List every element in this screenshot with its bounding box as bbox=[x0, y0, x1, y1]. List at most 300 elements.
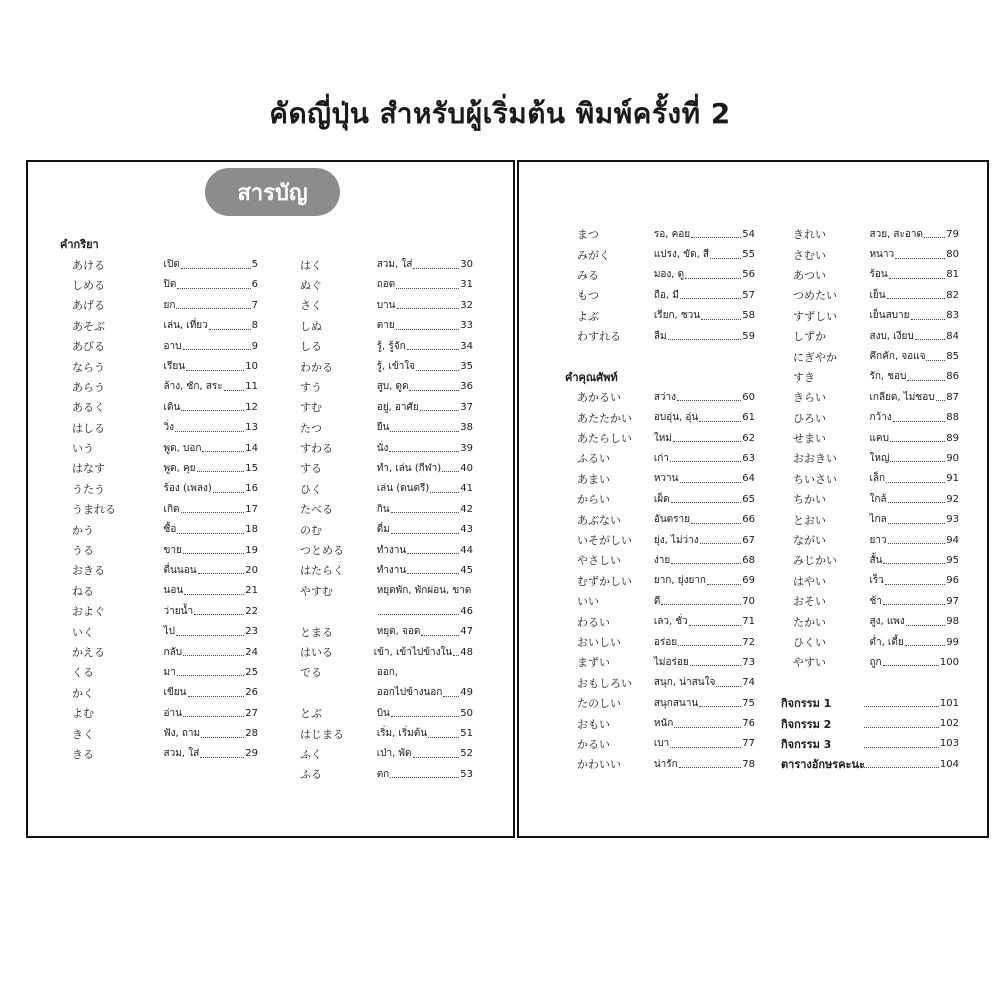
toc-entry bbox=[781, 550, 959, 570]
entry-page-number: 55 bbox=[742, 249, 755, 261]
toc-column-left-1 bbox=[60, 234, 258, 764]
dot-leader bbox=[198, 566, 245, 574]
entry-term: กิจกรรม 1 bbox=[781, 697, 832, 711]
entry-meaning: ทำ, เล่น (กีฬา) bbox=[376, 462, 442, 474]
entry-term: あかるい bbox=[577, 391, 621, 405]
dot-leader bbox=[670, 454, 741, 462]
entry-page-number: 37 bbox=[460, 401, 473, 413]
toc-entry bbox=[60, 703, 258, 723]
entry-term: しる bbox=[300, 340, 322, 354]
entry-page-number: 98 bbox=[946, 616, 959, 628]
entry-meaning: ทำงาน bbox=[376, 544, 407, 556]
entry-meaning: อยู่, อาศัย bbox=[376, 401, 419, 413]
entry-meaning: นั่ง bbox=[376, 442, 389, 454]
entry-definition bbox=[164, 277, 258, 292]
entry-page-number: 74 bbox=[742, 677, 755, 689]
entry-meaning: ต่ำ, เตี้ย bbox=[869, 636, 904, 648]
dot-leader bbox=[864, 740, 939, 748]
dot-leader bbox=[201, 730, 244, 738]
entry-definition bbox=[654, 471, 755, 486]
entry-meaning: สงบ, เงียบ bbox=[869, 330, 914, 342]
entry-definition bbox=[869, 369, 959, 384]
entry-page-number: 71 bbox=[742, 616, 755, 628]
toc-entry bbox=[288, 295, 473, 315]
entry-page-number: 65 bbox=[742, 493, 755, 505]
entry-definition bbox=[377, 624, 473, 639]
entry-meaning: ร้อง (เพลง) bbox=[163, 483, 212, 495]
entry-meaning: น่ารัก bbox=[653, 758, 678, 770]
entry-page-number: 16 bbox=[245, 483, 258, 495]
entry-term: すむ bbox=[300, 401, 322, 415]
entry-definition bbox=[164, 339, 258, 354]
entry-page-number: 5 bbox=[251, 259, 258, 271]
entry-meaning: ไม่อร่อย bbox=[653, 656, 689, 668]
entry-definition bbox=[654, 227, 755, 242]
entry-definition bbox=[377, 420, 473, 435]
entry-definition bbox=[654, 308, 755, 323]
dot-leader bbox=[397, 301, 460, 309]
entry-definition bbox=[869, 227, 959, 242]
dot-leader bbox=[890, 454, 945, 462]
entry-meaning: บิน bbox=[376, 707, 390, 719]
dot-leader bbox=[413, 750, 460, 758]
entry-term: かるい bbox=[577, 737, 610, 751]
toc-entry bbox=[565, 550, 755, 570]
toc-entry bbox=[565, 326, 755, 346]
dot-leader bbox=[707, 577, 741, 585]
entry-page-number: 22 bbox=[245, 605, 258, 617]
entry-meaning: ใกล้ bbox=[869, 493, 887, 505]
entry-definition bbox=[377, 767, 473, 782]
entry-meaning: เล่น (ดนตรี) bbox=[376, 483, 430, 495]
entry-definition bbox=[164, 481, 258, 496]
toc-entry bbox=[60, 295, 258, 315]
dot-leader bbox=[391, 526, 459, 534]
entry-definition bbox=[164, 461, 258, 476]
entry-page-number: 47 bbox=[460, 626, 473, 638]
entry-definition bbox=[654, 655, 755, 670]
entry-term: くる bbox=[72, 666, 94, 680]
toc-entry bbox=[288, 479, 473, 499]
dot-leader bbox=[430, 485, 459, 493]
dot-leader bbox=[700, 536, 742, 544]
entry-term: みがく bbox=[577, 248, 610, 262]
entry-page-number: 18 bbox=[245, 524, 258, 536]
toc-entry bbox=[60, 723, 258, 743]
dot-leader bbox=[453, 648, 459, 656]
toc-entry bbox=[565, 509, 755, 529]
entry-meaning: สวม, ใส่ bbox=[376, 259, 413, 271]
entry-meaning: เย็นสบาย bbox=[869, 310, 910, 322]
entry-term: ひく bbox=[300, 482, 322, 496]
dot-leader bbox=[176, 301, 250, 309]
entry-term: あるく bbox=[72, 401, 105, 415]
entry-meaning: เกลียด, ไม่ชอบ bbox=[869, 391, 935, 403]
dot-leader bbox=[177, 668, 245, 676]
toc-entry bbox=[288, 621, 473, 641]
entry-meaning: ตาย bbox=[376, 320, 395, 332]
dot-leader bbox=[420, 403, 460, 411]
entry-term: すわる bbox=[300, 442, 333, 456]
entry-term: せまい bbox=[793, 432, 826, 446]
entry-definition bbox=[654, 451, 755, 466]
entry-meaning: อบอุ่น, อุ่น bbox=[653, 412, 699, 424]
entry-page-number: 32 bbox=[460, 299, 473, 311]
entry-definition bbox=[654, 635, 755, 650]
dot-leader bbox=[661, 597, 741, 605]
dot-leader bbox=[407, 342, 460, 350]
entry-term: やさしい bbox=[577, 554, 621, 568]
entry-definition bbox=[164, 706, 258, 721]
dot-leader bbox=[202, 444, 244, 452]
entry-definition bbox=[164, 665, 258, 680]
toc-page-right bbox=[517, 160, 989, 838]
toc-entry bbox=[565, 285, 755, 305]
entry-term: กิจกรรม 2 bbox=[781, 717, 832, 731]
dot-leader bbox=[673, 434, 741, 442]
toc-entry bbox=[565, 591, 755, 611]
dot-leader bbox=[175, 424, 244, 432]
entry-meaning: เริ่ม, เริ่มต้น bbox=[376, 728, 428, 740]
toc-entry bbox=[565, 693, 755, 713]
entry-term: あぶない bbox=[577, 513, 621, 527]
dot-leader bbox=[213, 485, 244, 493]
dot-leader bbox=[396, 322, 460, 330]
entry-meaning: หวาน bbox=[653, 473, 679, 485]
entry-meaning: รัก, ชอบ bbox=[869, 371, 907, 383]
dot-leader bbox=[710, 251, 741, 259]
toc-entry bbox=[565, 306, 755, 326]
toc-entry bbox=[288, 438, 473, 458]
entry-term: きらい bbox=[793, 391, 826, 405]
dot-leader bbox=[181, 403, 244, 411]
entry-meaning: อ่าน bbox=[163, 707, 183, 719]
entry-page-number: 61 bbox=[742, 412, 755, 424]
entry-page-number: 57 bbox=[742, 289, 755, 301]
toc-entry bbox=[288, 418, 473, 438]
entry-page-number: 26 bbox=[245, 687, 258, 699]
entry-page-number: 87 bbox=[946, 391, 959, 403]
entry-page-number: 94 bbox=[946, 534, 959, 546]
entry-term: わかる bbox=[300, 360, 333, 374]
entry-definition bbox=[654, 533, 755, 548]
toc-entry bbox=[565, 448, 755, 468]
dot-leader bbox=[677, 393, 741, 401]
entry-definition bbox=[377, 339, 473, 354]
toc-entry bbox=[565, 652, 755, 672]
entry-page-number: 69 bbox=[742, 575, 755, 587]
entry-page-number: 49 bbox=[460, 687, 473, 699]
entry-term: のむ bbox=[300, 523, 322, 537]
toc-entry bbox=[781, 734, 959, 754]
entry-meaning: อันตราย bbox=[653, 514, 691, 526]
entry-meaning: มา bbox=[163, 666, 176, 678]
entry-page-number: 44 bbox=[460, 544, 473, 556]
dot-leader bbox=[911, 312, 946, 320]
entry-definition bbox=[654, 288, 755, 303]
entry-definition bbox=[869, 533, 959, 548]
entry-definition bbox=[869, 431, 959, 446]
entry-term: きる bbox=[72, 747, 94, 761]
dot-leader bbox=[391, 505, 460, 513]
entry-page-number: 97 bbox=[946, 595, 959, 607]
entry-page-number: 59 bbox=[742, 330, 755, 342]
entry-definition bbox=[869, 594, 959, 609]
entry-meaning: ถอด bbox=[376, 279, 396, 291]
entry-page-number: 10 bbox=[245, 361, 258, 373]
entry-meaning: ร้อน bbox=[869, 269, 888, 281]
entry-page-number: 82 bbox=[946, 289, 959, 301]
entry-meaning: เกิด bbox=[163, 503, 180, 515]
toc-entry bbox=[781, 306, 959, 326]
entry-definition bbox=[164, 645, 258, 660]
entry-page-number: 14 bbox=[245, 442, 258, 454]
toc-entry bbox=[565, 571, 755, 591]
entry-term: する bbox=[300, 462, 322, 476]
entry-term: おもい bbox=[577, 717, 610, 731]
entry-term: うる bbox=[72, 544, 94, 558]
entry-term: つめたい bbox=[793, 289, 837, 303]
dot-leader bbox=[907, 373, 945, 381]
toc-entry bbox=[60, 234, 258, 254]
toc-entry bbox=[288, 560, 473, 580]
toc-entry bbox=[781, 571, 959, 591]
entry-term: むずかしい bbox=[577, 574, 632, 588]
dot-leader bbox=[890, 434, 945, 442]
dot-leader bbox=[905, 638, 946, 646]
toc-entry bbox=[565, 754, 755, 774]
entry-term: はく bbox=[300, 258, 322, 272]
toc-entry bbox=[60, 275, 258, 295]
entry-page-number: 42 bbox=[460, 503, 473, 515]
toc-entry bbox=[565, 469, 755, 489]
dot-leader bbox=[685, 271, 741, 279]
entry-term: おそい bbox=[793, 595, 826, 609]
toc-entry bbox=[60, 397, 258, 417]
entry-definition bbox=[377, 583, 473, 598]
entry-page-number: 96 bbox=[946, 575, 959, 587]
entry-meaning: กว้าง bbox=[869, 412, 892, 424]
entry-definition bbox=[869, 390, 959, 405]
entry-definition bbox=[377, 257, 473, 272]
entry-meaning: เรียน bbox=[163, 361, 186, 373]
entry-term: あつい bbox=[793, 268, 826, 282]
toc-entry bbox=[565, 530, 755, 550]
entry-term: とおい bbox=[793, 513, 826, 527]
entry-term: ตารางอักษรคะนะ bbox=[781, 758, 865, 772]
entry-page-number: 60 bbox=[742, 391, 755, 403]
entry-definition bbox=[377, 298, 473, 313]
entry-page-number: 17 bbox=[245, 503, 258, 515]
toc-entry bbox=[288, 764, 473, 784]
entry-page-number: 33 bbox=[460, 320, 473, 332]
entry-definition bbox=[164, 522, 258, 537]
toc-entry bbox=[781, 367, 959, 387]
entry-term: すき bbox=[793, 370, 815, 384]
dot-leader bbox=[679, 760, 742, 768]
section-heading: คำคุณศัพท์ bbox=[565, 370, 618, 384]
dot-leader bbox=[409, 383, 459, 391]
entry-definition bbox=[164, 257, 258, 272]
entry-definition bbox=[863, 698, 959, 709]
entry-page-number: 21 bbox=[245, 585, 258, 597]
toc-entry bbox=[288, 662, 473, 682]
entry-term: ふる bbox=[300, 768, 322, 782]
entry-definition bbox=[654, 614, 755, 629]
toc-entry bbox=[60, 499, 258, 519]
entry-page-number: 54 bbox=[742, 228, 755, 240]
entry-page-number: 88 bbox=[946, 412, 959, 424]
entry-definition bbox=[654, 573, 755, 588]
toc-entry bbox=[60, 254, 258, 274]
entry-page-number: 24 bbox=[245, 646, 258, 658]
dot-leader bbox=[177, 281, 250, 289]
toc-entry bbox=[781, 713, 959, 733]
entry-meaning: เขียน bbox=[163, 687, 187, 699]
toc-entry bbox=[288, 581, 473, 601]
entry-definition bbox=[654, 267, 755, 282]
toc-entry bbox=[781, 244, 959, 264]
dot-leader bbox=[183, 546, 244, 554]
toc-column-right-2 bbox=[781, 224, 959, 775]
toc-entry bbox=[781, 754, 959, 774]
entry-definition bbox=[377, 706, 473, 721]
entry-term: ちいさい bbox=[793, 472, 837, 486]
dot-leader bbox=[888, 495, 946, 503]
toc-entry bbox=[60, 662, 258, 682]
dot-leader bbox=[421, 628, 459, 636]
toc-entry bbox=[60, 642, 258, 662]
entry-page-number: 36 bbox=[460, 381, 473, 393]
entry-term: はなす bbox=[72, 462, 105, 476]
entry-definition bbox=[654, 757, 755, 772]
entry-page-number: 93 bbox=[946, 514, 959, 526]
entry-term: あげる bbox=[72, 299, 105, 313]
entry-meaning: สนุกสนาน bbox=[653, 697, 699, 709]
dot-leader bbox=[893, 414, 946, 422]
entry-page-number: 64 bbox=[742, 473, 755, 485]
entry-page-number: 23 bbox=[245, 626, 258, 638]
dot-leader bbox=[691, 516, 741, 524]
entry-meaning: ขาย bbox=[163, 544, 182, 556]
dot-leader bbox=[188, 689, 245, 697]
entry-term: きれい bbox=[793, 228, 826, 242]
entry-page-number: 46 bbox=[460, 605, 473, 617]
entry-definition bbox=[164, 359, 258, 374]
entry-term: かう bbox=[72, 523, 94, 537]
toc-entry bbox=[781, 387, 959, 407]
entry-definition bbox=[164, 400, 258, 415]
toc-entry bbox=[565, 367, 755, 387]
entry-meaning: เปิด bbox=[163, 259, 180, 271]
entry-term: おいしい bbox=[577, 636, 621, 649]
dot-leader bbox=[442, 464, 459, 472]
toc-entry bbox=[60, 601, 258, 621]
toc-entry bbox=[288, 254, 473, 274]
toc-entry bbox=[781, 469, 959, 489]
entry-meaning: สวย, สะอาด bbox=[869, 228, 923, 240]
toc-entry bbox=[781, 346, 959, 366]
dot-leader bbox=[181, 261, 251, 269]
entry-meaning: ไกล bbox=[869, 514, 887, 526]
entry-page-number: 27 bbox=[245, 707, 258, 719]
dot-leader bbox=[668, 332, 742, 340]
entry-term: つとめる bbox=[300, 544, 344, 558]
entry-term: うまれる bbox=[72, 503, 116, 517]
toc-entry bbox=[60, 683, 258, 703]
entry-meaning: สูง, แพง bbox=[869, 616, 905, 628]
entry-page-number: 6 bbox=[251, 279, 258, 291]
entry-term: すずしい bbox=[793, 309, 838, 323]
entry-page-number: 51 bbox=[460, 728, 473, 740]
entry-term: うたう bbox=[72, 482, 105, 496]
entry-page-number: 102 bbox=[939, 718, 959, 730]
entry-term: ひろい bbox=[793, 411, 826, 425]
toc-entry bbox=[288, 642, 473, 662]
entry-page-number: 103 bbox=[939, 738, 959, 750]
entry-definition bbox=[164, 685, 258, 700]
entry-meaning: สว่าง bbox=[653, 391, 677, 403]
entry-page-number: 76 bbox=[742, 718, 755, 730]
entry-definition bbox=[869, 614, 959, 629]
entry-page-number: 104 bbox=[939, 758, 959, 770]
dot-leader bbox=[883, 597, 945, 605]
dot-leader bbox=[864, 699, 939, 707]
entry-page-number: 7 bbox=[251, 299, 258, 311]
toc-column-right-1 bbox=[565, 224, 755, 775]
entry-meaning: สวม, ใส่ bbox=[163, 748, 200, 760]
toc-entry bbox=[781, 693, 959, 713]
dot-leader bbox=[864, 720, 939, 728]
entry-meaning: หนาว bbox=[869, 249, 895, 261]
entry-page-number: 41 bbox=[460, 483, 473, 495]
entry-meaning: หยุด, จอด bbox=[376, 626, 421, 638]
entry-definition bbox=[863, 718, 959, 729]
entry-definition bbox=[164, 563, 258, 578]
entry-definition bbox=[377, 379, 473, 394]
entry-page-number: 92 bbox=[946, 493, 959, 505]
entry-definition bbox=[869, 492, 959, 507]
dot-leader bbox=[224, 383, 245, 391]
entry-meaning: ไป bbox=[163, 626, 175, 638]
entry-term: おきる bbox=[72, 564, 105, 578]
toc-entry bbox=[565, 346, 755, 366]
toc-entry bbox=[781, 652, 959, 672]
dot-leader bbox=[887, 291, 946, 299]
toc-page-left bbox=[26, 160, 515, 838]
dot-leader bbox=[184, 587, 244, 595]
entry-term: きく bbox=[72, 727, 94, 741]
dot-leader bbox=[200, 750, 244, 758]
entry-definition bbox=[654, 553, 755, 568]
entry-meaning: ซื้อ bbox=[163, 524, 177, 536]
entry-definition bbox=[164, 604, 258, 619]
entry-meaning: พูด, คุย bbox=[163, 462, 196, 474]
toc-entry bbox=[565, 734, 755, 754]
dot-leader bbox=[701, 312, 741, 320]
entry-definition bbox=[869, 573, 959, 588]
dot-leader bbox=[680, 475, 742, 483]
toc-entry bbox=[565, 265, 755, 285]
entry-page-number: 79 bbox=[946, 228, 959, 240]
entry-page-number: 38 bbox=[460, 422, 473, 434]
dot-leader bbox=[924, 230, 945, 238]
toc-entry bbox=[781, 224, 959, 244]
dot-leader bbox=[883, 658, 939, 666]
toc-entry bbox=[288, 703, 473, 723]
entry-meaning: ยก bbox=[163, 299, 176, 311]
entry-term: かく bbox=[72, 686, 94, 700]
